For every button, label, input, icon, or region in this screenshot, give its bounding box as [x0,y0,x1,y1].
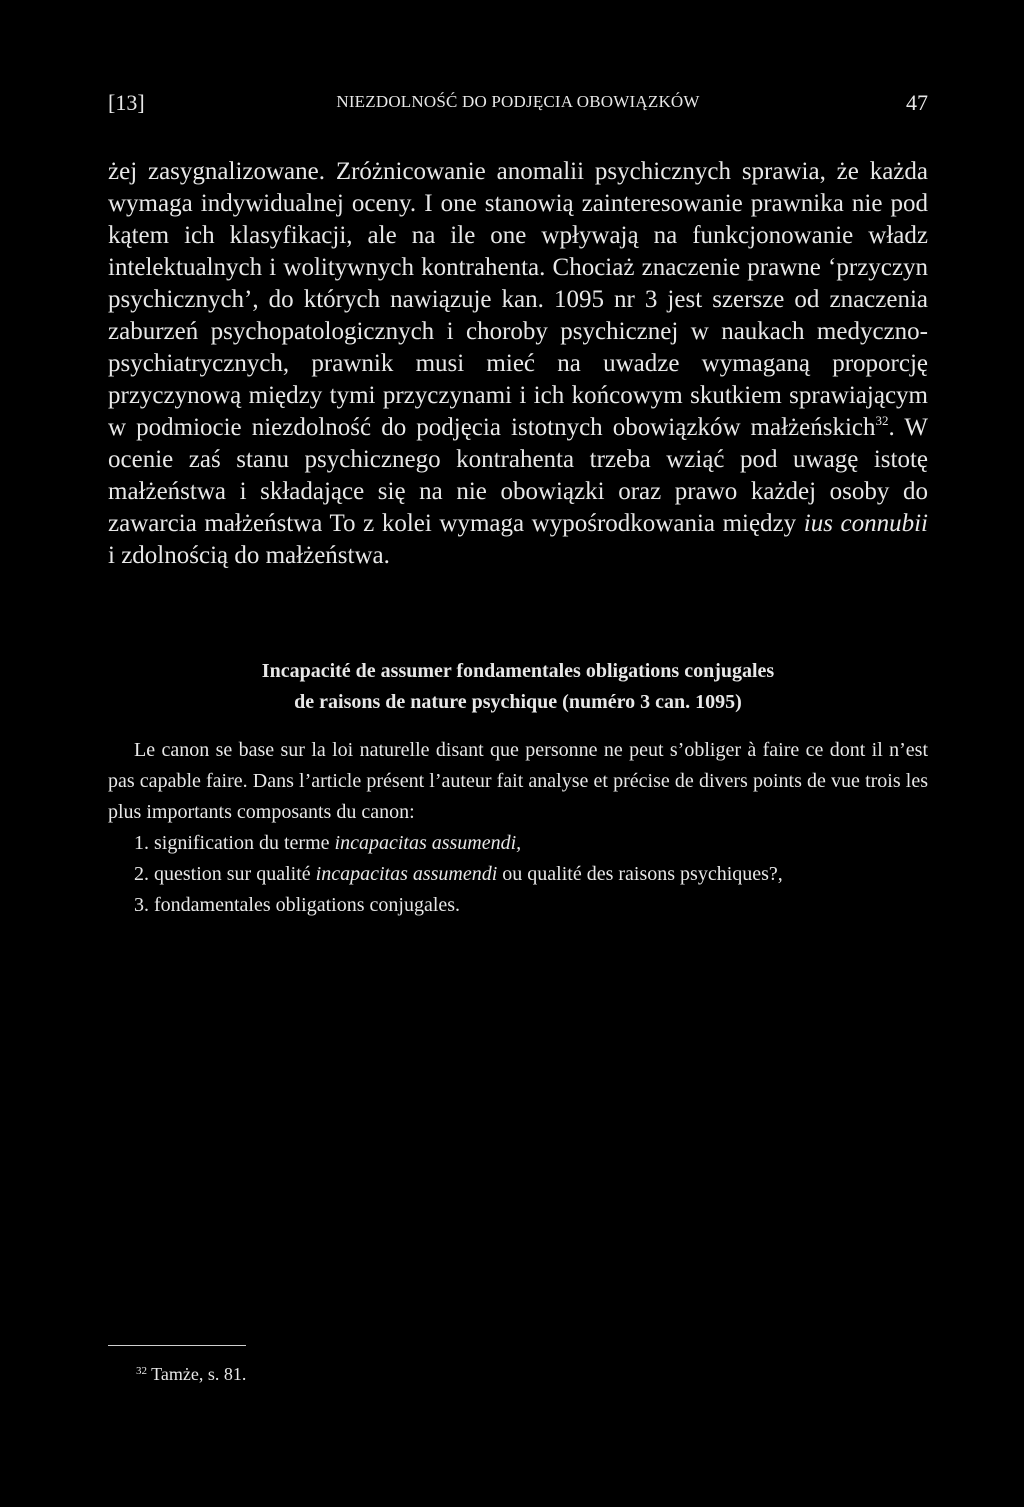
page-number: 47 [906,90,928,115]
summary-title [108,656,928,718]
body-paragraph [108,156,928,572]
running-header [108,90,928,120]
summary-title-line-1: Incapacité de assumer fondamentales obligations conjugales [261,660,775,682]
body-text-part-2: . W ocenie zaś stanu psychicznego kontrahenta trzeba wziąć pod uwagę istotę małżeństwa i składające się na nie obowiązki oraz prawo każdej osoby do zawarcia małżeństwa To z kolei wymaga wypośrodkowania między [108,414,928,537]
section-number: [13] [108,90,145,115]
list-item-text: 2. question sur qualité [134,863,316,885]
footnote [136,1362,246,1386]
body-text [108,156,928,572]
summary-list-item [108,890,928,921]
summary-paragraph: Le canon se base sur la loi naturelle disant que personne ne peut s’obliger à faire ce dont il n’est pas capable faire. Dans l’article présent l’auteur fait analyse et précise de divers points de vue trois les plus importants composants du canon: [108,739,928,823]
list-item-text: 1. signification du terme [134,832,335,854]
list-item-italic: incapacitas assumendi, [334,832,522,854]
body-text-latin-term: ius connubii [803,510,928,537]
summary-list-item [108,859,928,890]
footnote-separator [108,1345,246,1346]
running-title: NIEZDOLNOŚĆ DO PODJĘCIA OBOWIĄZKÓW [336,92,700,111]
footnote-text: Tamże, s. 81. [147,1364,247,1384]
footnote-marker: 32 [136,1365,147,1377]
list-item-text: 3. fondamentales obligations conjugales. [134,894,461,916]
summary-section [108,735,928,921]
body-text-part-3: i zdolnością do małżeństwa. [108,542,390,569]
footnote-reference: 32 [875,413,889,428]
list-item-italic: incapacitas assumendi [315,863,498,885]
summary-list-item [108,828,928,859]
body-text-part-1: żej zasygnalizowane. Zróżnicowanie anomalii psychicznych sprawia, że każda wymaga indywidualnej oceny. I one stanowią zainteresowanie prawnika nie pod kątem ich klasyfikacji, ale na ile one wpływają na funkcjonowanie władz intelektualnych i wolitywnych kontrahenta. Chociaż znaczenie prawne ‘przyczyn psychicznych’, do których nawiązuje kan. 1095 nr 3 jest szersze od znaczenia zaburzeń psychopatologicznych i choroby psychicznej w naukach medyczno-psychiatrycznych, prawnik musi mieć na uwadze wymaganą proporcję przyczynową między tymi przyczynami i ich końcowym skutkiem sprawiającym w podmiocie niezdolność do podjęcia istotnych obowiązków małżeńskich [108,158,928,441]
list-item-suffix: ou qualité des raisons psychiques?, [497,863,783,885]
summary-title-line-2: de raisons de nature psychique (numéro 3 can. 1095) [294,691,742,713]
